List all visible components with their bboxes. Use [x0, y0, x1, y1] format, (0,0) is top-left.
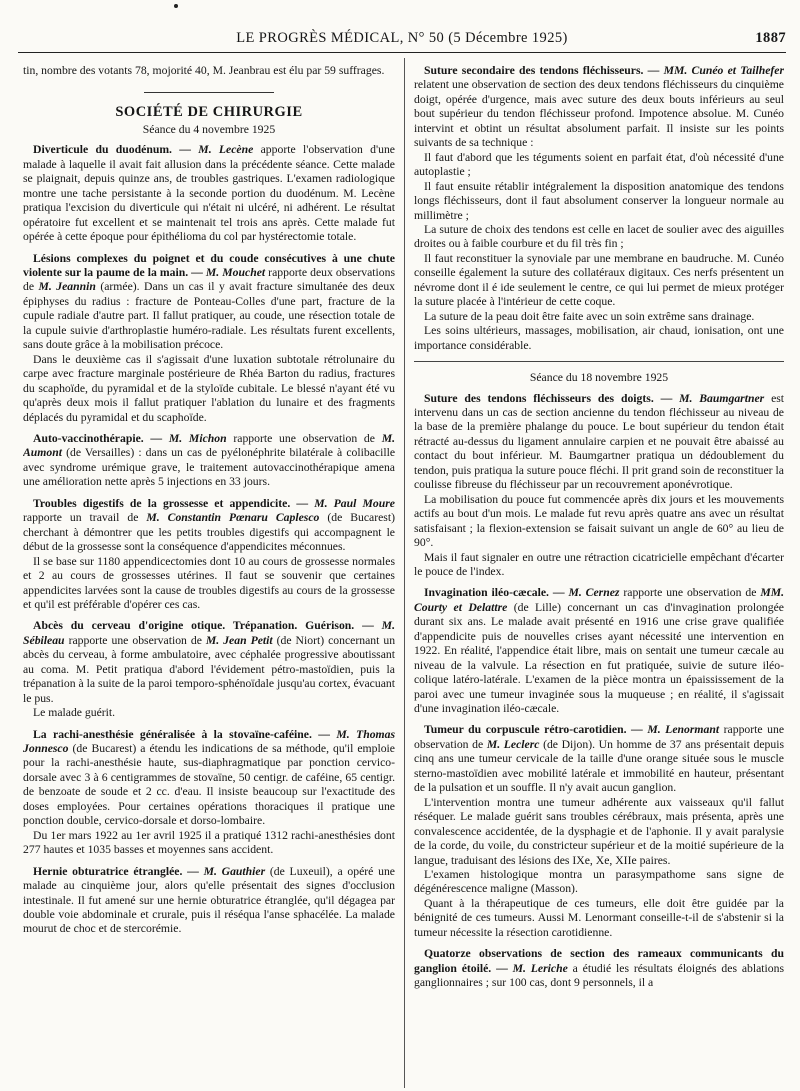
author-name: M. Leriche	[512, 961, 568, 975]
article-body: (armée). Dans un cas il y avait fracture simultanée des deux épiphyses du radius : fracture de Ponteau-Colles d'une part, fracture de la cupule radiale d'autre part. Il fallut pratiquer, au coude, une résection totale de la cupule suivie d'arthroplastie huméro-radiale. Les résultats furent excellents, sans doute grâce à la mobilisation précoce.	[23, 280, 395, 352]
article-paragraph: Il faut d'abord que les téguments soient en parfait état, d'où nécessité d'une autoplastie ;	[414, 150, 784, 179]
article-body: rapporte une observation de	[414, 723, 784, 751]
article-title: Troubles digestifs de la grossesse et appendicite. —	[33, 496, 309, 510]
article-title: Lésions complexes du poignet et du coude consécutives à une chute violente sur la paume de la main. —	[23, 251, 395, 279]
article-suture-tendons	[414, 392, 784, 493]
article-body: rapporte deux observations de	[23, 265, 395, 294]
article-body: apporte l'observation d'une malade à laquelle il avait fait allusion dans la précédente séance. Cette malade se plaignait, depuis quinze ans, de troubles gastriques. L'examen radiologique montre une tache persistante à la seconde portion du duodénum. M. Lecène pratiqua l'excision du diverticule qui n'était ni ulcéré, ni adhérent. Le résultat opératoire fut excellent et se maintenait tel trois ans après. Cette malade fut opérée à cette époque pour épithélioma du col par hystérectomie totale.	[23, 143, 395, 244]
author-name: M. Mouchet	[205, 265, 266, 279]
author-name: M. Lecène	[198, 143, 254, 157]
article-body: rapporte une observation de	[233, 431, 375, 445]
section-rule	[144, 92, 274, 93]
article-body: (de Versailles) : dans un cas de pyélonéphrite bilatérale à colibacille avec syndrome urémique grave, le traitement autovaccinothérapique amena une amélioration nette après 5 injections en 33 jours.	[23, 446, 395, 489]
author-name: M. Cernez	[568, 586, 620, 600]
article-paragraph: Le malade guérit.	[33, 706, 116, 720]
article-body: (de Dijon). Un homme de 37 ans présentait depuis cinq ans une tumeur cervicale de la taille d'une orange située sous le muscle sterno-mastoïdien avec mobilité latérale et immobilité en hauteur, présentant de la pulsation et un souffle. Il n'y avait aucun ganglion.	[414, 737, 784, 795]
author-name: M. Jeannin	[38, 280, 96, 294]
print-speck	[174, 4, 178, 8]
running-head	[18, 30, 786, 50]
article-paragraph: La mobilisation du pouce fut commencée après dix jours et les mouvements actifs au bout d'un mois. Le malade fut revu après quatre ans avec un résultat satisfaisant ; la flexion-extension se faisait suivant un angle de 60° au lieu de 90°.	[414, 492, 784, 550]
session-date: Séance du 18 novembre 1925	[529, 371, 669, 385]
article-paragraph: L'intervention montra une tumeur adhérente aux vaisseaux qu'il fallut réséquer. Le malade guérit sans troubles cérébraux, mais présenta, après une convalescence accidentée, de la dysphagie et de l'aphonie. Il y avait paralysie de la corde, du voile, du constricteur supérieur et de la moitié supérieure de la langue, traduisant des lésions des IXe, Xe, XIIe paires.	[414, 795, 784, 867]
article-body: relatent une observation de section des deux tendons fléchisseurs du cinquième doigt, opérée d'urgence, mais avec suture des deux bouts inférieurs au seul bout supérieur du tendon fléchisseur profond. Impotence absolue. M. Cunéo intervint et obtint un résultat absolument parfait. Il insiste sur les points suivants de sa technique :	[414, 78, 784, 150]
article-body: (de Lille) concernant un cas d'invagination prolongée durant six ans. Le malade avait présenté en 1916 une crise grave qualifiée d'appendicite puis de nouvelles crises ayant nécessité une intervention en 1922. En réalité, l'appendice était libre, mais on sentait une tumeur cæcale au niveau de la valvule. La résection en fut pratiquée, suivie de suture iléo-colique latéro-latérale. L'examen de la pièce montra un épaississement de la paroi avec une tumeur invaginée sous la muqueuse ; en réalité, il s'agissait d'une invagination iléo-cæcale.	[414, 600, 784, 716]
article-title: La rachi-anesthésie généralisée à la stovaïne-caféine. —	[33, 727, 330, 741]
article-paragraph: Mais il faut signaler en outre une rétraction cicatricielle empêchant d'écarter le pouce de l'index.	[414, 550, 784, 578]
session-date: Séance du 4 novembre 1925	[142, 122, 276, 136]
article-paragraph: Il faut reconstituer la synoviale par une membrane en baudruche. M. Cunéo conseille également la suture des collatéraux digitaux. Ces nerfs présentent un névrome dont il é ide seulement le centre, ce qui lui permet de mieux protéger la suture placée à l'intérieur de cette coque.	[414, 251, 784, 309]
article-body: rapporte une observation de	[623, 586, 757, 600]
article-tumeur-corpuscule	[414, 723, 784, 795]
article-title: Tumeur du corpuscule rétro-carotidien. —	[424, 723, 643, 737]
article-paragraph: Il se base sur 1180 appendicectomies dont 10 au cours de grossesse normales et 2 au cours de grossesses utérines. Il faut se souvenir que certaines appendicites larvées sont la cause de troubles digestifs au cours de la grossesse et qu'il est préférable d'opérer ces cas.	[23, 554, 395, 611]
author-name: MM. Cunéo et Tailhefer	[663, 64, 784, 77]
article-title: Diverticule du duodénum. —	[33, 143, 191, 157]
article-lesions-complexes	[23, 252, 395, 353]
article-title: Abcès du cerveau d'origine otique. Trépanation. Guérison. —	[33, 619, 374, 633]
author-name: M. Baumgartner	[679, 391, 765, 405]
article-body: rapporte une observation de	[68, 633, 202, 647]
left-column	[23, 64, 395, 1089]
article-rachi-anesthesie	[23, 728, 395, 829]
header-rule	[18, 52, 786, 53]
article-paragraph: Dans le deuxième cas il s'agissait d'une luxation subtotale rétrolunaire du carpe avec fracture marginale postérieure de Rhéa Barton du radius, fractures du scaphoïde, du pyramidal et de la styloïde cubitale. Le blessé n'ayant été vu qu'après deux mois il fallut pratiquer l'ablation du lunaire et des fragments déplacés du pyramidal et du scaphoïde.	[23, 352, 395, 424]
author-name: M. Aumont	[23, 431, 395, 460]
article-suture-secondaire	[414, 64, 784, 151]
author-name: M. Michon	[168, 431, 227, 445]
article-ganglion-etoile	[414, 947, 784, 990]
article-auto-vaccinotherapie	[23, 432, 395, 490]
society-heading: SOCIÉTÉ DE CHIRURGIE	[115, 104, 303, 121]
author-name: M. Gauthier	[203, 864, 266, 878]
author-name: M. Thomas Jonnesco	[23, 727, 395, 756]
article-title: Auto-vaccinothérapie. —	[33, 431, 163, 445]
article-body: (de Bucarest) a étendu les indications de sa méthode, qu'il emploie pour la rachi-anesthésie haute, sus-diaphragmatique par ponction cervico-dorsale avec 3 à 6 centigrammes de stovaïne, 50 centigr. de caféine, 65 centigr. de benzoate de soude et 2 cc. d'eau. Il insiste beaucoup sur l'exactitude des doses employées. Pour certaines opérations thoraciques il pratique une ponction double, cervico-dorsale et dorso-lombaire.	[23, 742, 395, 828]
article-body: (de Bucarest) cherchant à démontrer que les petits troubles digestifs qui accompagnent le début de la grossesse sont la conséquence d'appendicites méconnues.	[23, 511, 395, 554]
article-paragraph: L'examen histologique montra un parasympathome sans signe de dégénérescence maligne (Masson).	[414, 868, 784, 896]
article-body: rapporte un travail de	[23, 511, 139, 525]
article-paragraph: La suture de la peau doit être faite avec un soin extrême sans drainage.	[424, 309, 755, 323]
right-column	[414, 64, 784, 1089]
article-abces-cerveau	[23, 619, 395, 706]
author-name: M. Sébileau	[23, 619, 395, 647]
author-name: M. Leclerc	[486, 737, 540, 751]
page-number: 1887	[755, 30, 786, 46]
article-paragraph: Il faut ensuite rétablir intégralement la disposition anatomique des tendons longs fléchisseurs, dont il faut absolument conserver la longueur normale au millimètre ;	[414, 179, 784, 222]
article-title: Invagination iléo-cæcale. —	[424, 586, 565, 600]
article-troubles-digestifs	[23, 497, 395, 555]
author-name: M. Constantin Pœnaru Caplesco	[146, 511, 320, 525]
author-name: M. Lenormant	[647, 723, 720, 737]
election-result: tin, nombre des votants 78, mojorité 40, M. Jeanbrau est élu par 59 suffrages.	[23, 64, 385, 77]
article-title: Suture des tendons fléchisseurs des doigts. —	[424, 391, 673, 405]
article-title: Hernie obturatrice étranglée. —	[33, 864, 199, 878]
article-invagination	[414, 586, 784, 716]
article-title: Suture secondaire des tendons fléchisseurs. —	[424, 64, 660, 77]
article-paragraph: Du 1er mars 1922 au 1er avril 1925 il a pratiqué 1312 rachi-anesthésies dont 277 hautes et 1035 basses et moyennes sans accident.	[23, 828, 395, 857]
journal-title: LE PROGRÈS MÉDICAL, N° 50 (5 Décembre 1925)	[236, 30, 568, 46]
article-body: (de Niort) concernant un abcès du cerveau, à forme ambulatoire, avec céphalée progressive aboutissant au coma. M. Petit pratiqua d'abord l'évidement pétro-mastoïdien, puis la trépanation à la suite de la paroi temporo-sphénoïdale jusqu'au cortex, évacuant le pus.	[23, 633, 395, 705]
author-name: M. Jean Petit	[205, 633, 273, 647]
section-rule	[414, 361, 784, 362]
article-diverticule	[23, 143, 395, 244]
article-title: Quatorze observations de section des rameaux communicants du ganglion étoilé. —	[414, 947, 784, 975]
article-body: (de Luxeuil), a opéré une malade au cinquième jour, alors qu'elle présentait des signes d'occlusion intestinale. Il fut amené sur une hernie obturatrice étranglée, qu'il dégagea par double voie abdominale et crurale, puis il réséqua l'anse sphacélée. La malade mourut de choc et de stercorémie.	[23, 864, 395, 936]
author-name: MM. Courty et Delattre	[414, 586, 784, 614]
column-divider	[404, 58, 405, 1088]
article-paragraph: Quant à la thérapeutique de ces tumeurs, elle doit être guidée par la bénignité de ces tumeurs. Aussi M. Lenormant conseille-t-il de s'abstenir si la tumeur nécessite la résection carotidienne.	[414, 896, 784, 939]
article-paragraph: Les soins ultérieurs, massages, mobilisation, air chaud, ionisation, ont une importance considérable.	[414, 324, 784, 352]
article-body: est intervenu dans un cas de section ancienne du tendon fléchisseur au niveau de la base de la première phalange du pouce. Le bout supérieur du tendon était rétracté au-dessus du ligament annulaire carpien et ne pouvait être abaissé au contact du bout inférieur. M. Baumgartner pratiqua un dédoublement du tendon, puis pratiqua la suture pouce fléchi. Il prit grand soin de reconstituer la coulisse fibreuse du fléchisseur par un recouvrement aponévrotique.	[414, 391, 784, 492]
article-paragraph: La suture de choix des tendons est celle en lacet de soulier avec des aiguilles droites ou à faible courbure et du fil très fin ;	[414, 222, 784, 251]
article-hernie-obturatrice	[23, 865, 395, 937]
article-body: a étudié les résultats éloignés des ablations ganglionnaires ; sur 100 cas, dont 9 personnels, il a	[414, 961, 784, 990]
author-name: M. Paul Moure	[314, 496, 395, 510]
